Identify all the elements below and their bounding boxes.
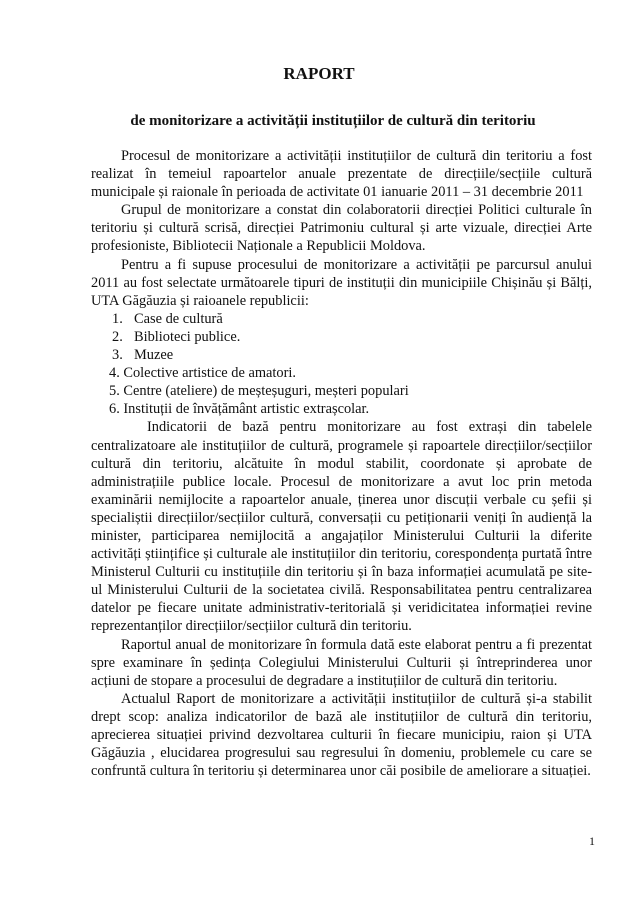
document-subtitle: de monitorizare a activității instituțiilor de cultură din teritoriu [130, 113, 536, 129]
list-item: 6. Instituții de învățământ artistic extrașcolar. [109, 401, 370, 418]
list-item-text: Case de cultură [134, 310, 223, 327]
paragraph-purpose: Actualul Raport de monitorizare a activității instituțiilor de cultură și-a stabilit drept scop: analiza indicatorilor de bază ale instituțiilor de cultură din teritoriu, aprecierea situației privind dezvoltarea culturii în fiecare municipiu, raion și UTA Găgăuzia , elucidarea progresului sau regresului în domeniu, problemele cu care se confruntă cultura în teritoriu și determinarea unor căi posibile de ameliorare a situației. [91, 690, 592, 780]
paragraph-selected-institutions: Pentru a fi supuse procesului de monitorizare a activității pe parcursul anului 2011 au fost selectate următoarele tipuri de instituții din municipiile Chișinău și Bălți, UTA Găgăuzia și raioanele republicii: [91, 256, 592, 309]
paragraph-indicators: Indicatorii de bază pentru monitorizare au fost extrași din tabelele centralizatoare ale instituțiilor de cultură, programele și rapoartele direcțiilor/secțiilor cultură din teritoriu, alcătuite în modul stabilit, coordonate și aprobate de administrațiile publice locale. Procesul de monitorizare a avut loc prin metoda examinării nemijlocite a rapoartelor anuale, ținerea unor discuții verbale cu șefii și specialiștii direcțiilor/secțiilor cultură, conversații cu petiționarii veniți în audiență la minister, participarea nemijlocită a angajaților Ministerului Culturii la diferite activități științifice și culturale ale instituțiilor din teritoriu, corespondența purtată între Ministerul Culturii cu instituțiile din teritoriu și în baza informației acumulată pe site-ul Ministerului Culturii de la societatea civilă. Responsabilitatea pentru centralizarea datelor pe fiecare unitate administrativ-teritorială și veridicitatea informației revine reprezentanților direcțiilor/secțiilor cultură din teritoriu. [91, 419, 592, 635]
list-item [91, 310, 592, 328]
document-body [91, 147, 592, 780]
list-item: 5. Centre (ateliere) de meșteșuguri, meșteri populari [109, 383, 409, 400]
list-item-number: 2. [112, 328, 123, 345]
list-item [91, 346, 592, 364]
list-item-text: Muzee [134, 347, 174, 364]
list-item: 4. Colective artistice de amatori. [109, 365, 297, 382]
page-number: 1 [589, 834, 595, 848]
list-item-number: 3. [112, 347, 123, 364]
list-item [91, 328, 592, 346]
institution-types-list [91, 310, 592, 419]
list-item-text: Biblioteci publice. [134, 328, 241, 345]
paragraph-monitoring-group: Grupul de monitorizare a constat din colaboratorii direcției Politici culturale în teritoriu și cultură scrisă, direcției Patrimoniu cultural și arte vizuale, direcției Arte profesioniste, Bibliotecii Naționale a Republicii Moldova. [91, 202, 592, 255]
document-title: RAPORT [283, 64, 355, 83]
paragraph-intro: Procesul de monitorizare a activității instituțiilor de cultură din teritoriu a fost realizat în temeiul rapoartelor anuale prezentate de direcțiile/secțiile cultură municipale și raionale în perioada de activitate 01 ianuarie 2011 – 31 decembrie 2011 [91, 148, 592, 201]
list-item-number: 1. [112, 310, 123, 327]
paragraph-annual-report: Raportul anual de monitorizare în formula dată este elaborat pentru a fi prezentat spre examinare în ședința Colegiului Ministerului Culturii și întreprinderea unor acțiuni de stopare a procesului de degradare a instituțiilor de cultură din teritoriu. [91, 636, 592, 689]
